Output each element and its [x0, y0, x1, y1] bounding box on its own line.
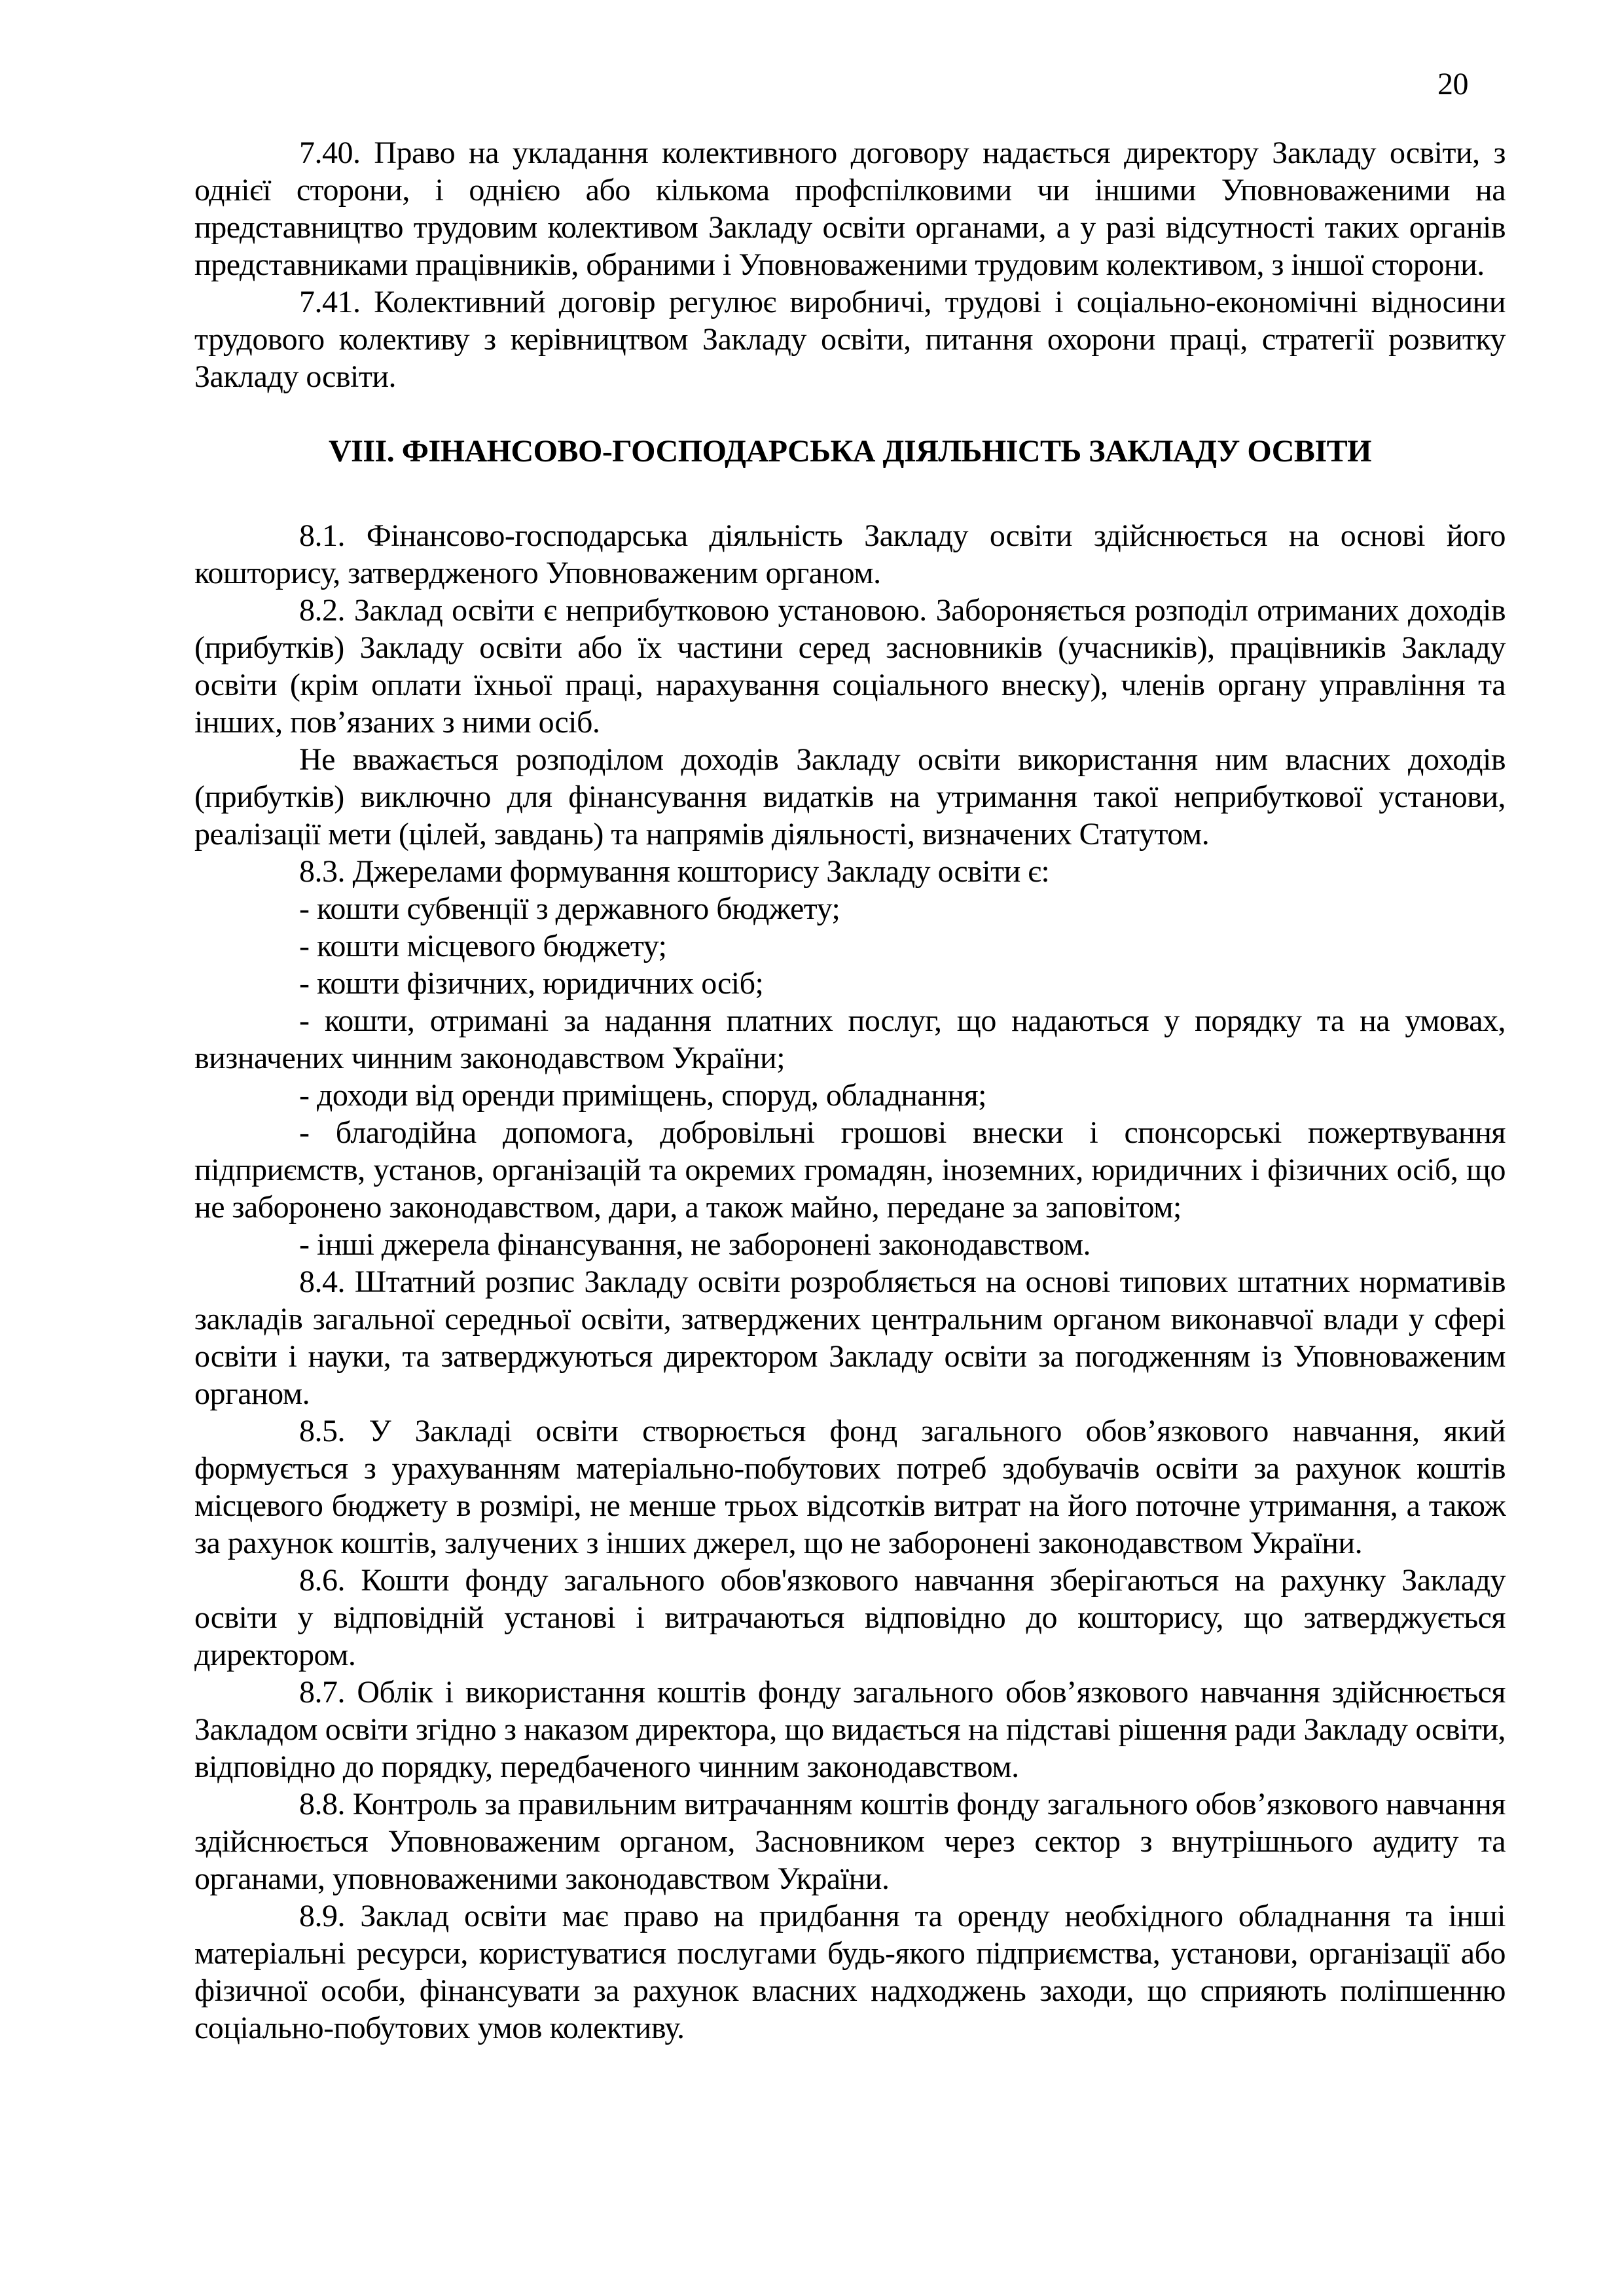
page-number: 20	[1437, 67, 1468, 101]
paragraph-8-1: 8.1. Фінансово-господарська діяльність Закладу освіти здійснюється на основі його кошторису, затвердженого Уповноваженим органом.	[194, 518, 1506, 590]
document-body	[194, 134, 1506, 2047]
page-header	[194, 65, 1506, 103]
list-item-individuals-legal-entities: - кошти фізичних, юридичних осіб;	[299, 966, 764, 1001]
paragraph-7-41: 7.41. Колективний договір регулює виробничі, трудові і соціально-економічні відносини трудового колективу з керівництвом Закладу освіти, питання охорони праці, стратегії розвитку Закладу освіти.	[194, 285, 1506, 394]
section-heading-viii: VIII. ФІНАНСОВО-ГОСПОДАРСЬКА ДІЯЛЬНІСТЬ ЗАКЛАДУ ОСВІТИ	[329, 434, 1371, 469]
list-item-paid-services: - кошти, отримані за надання платних послуг, що надаються у порядку та на умовах, визначених чинним законодавством України;	[194, 1003, 1506, 1075]
list-item-local-budget: - кошти місцевого бюджету;	[299, 929, 667, 963]
list-item-budget-subvention: - кошти субвенції з державного бюджету;	[299, 891, 840, 926]
paragraph-8-9: 8.9. Заклад освіти має право на придбання та оренду необхідного обладнання та інші матеріальні ресурси, користуватися послугами будь-якого підприємства, установи, організації або фізичної особи, фінансувати за рахунок власних надходжень заходи, що сприяють поліпшенню соціально-побутових умов колективу.	[194, 1899, 1506, 2045]
paragraph-8-8: 8.8. Контроль за правильним витрачанням коштів фонду загального обов’язкового навчання здійснюється Уповноваженим органом, Засновником через сектор з внутрішнього аудиту та органами, уповноваженими законодавством України.	[194, 1787, 1506, 1896]
list-item-other-sources: - інші джерела фінансування, не заборонені законодавством.	[299, 1227, 1091, 1262]
paragraph-8-2: 8.2. Заклад освіти є неприбутковою установою. Забороняється розподіл отриманих доходів (прибутків) Закладу освіти або їх частини серед засновників (учасників), працівників Закладу освіти (крім оплати їхньої праці, нарахування соціального внеску), членів органу управління та інших, пов’язаних з ними осіб.	[194, 593, 1506, 740]
paragraph-8-4: 8.4. Штатний розпис Закладу освіти розробляється на основі типових штатних нормативів закладів загальної середньої освіти, затверджених центральним органом виконавчої влади у сфері освіти і науки, та затверджуються директором Закладу освіти за погодженням із Уповноваженим органом.	[194, 1265, 1506, 1411]
paragraph-8-3: 8.3. Джерелами формування кошторису Закладу освіти є:	[299, 854, 1050, 889]
paragraph-8-6: 8.6. Кошти фонду загального обов'язкового навчання зберігаються на рахунку Закладу освіти у відповідній установі і витрачаються відповідно до кошторису, що затверджується директором.	[194, 1563, 1506, 1672]
paragraph-8-5: 8.5. У Закладі освіти створюється фонд загального обов’язкового навчання, який формується з урахуванням матеріально-побутових потреб здобувачів освіти за рахунок коштів місцевого бюджету в розмірі, не менше трьох відсотків витрат на його поточне утримання, а також за рахунок коштів, залучених з інших джерел, що не заборонені законодавством України.	[194, 1414, 1506, 1560]
list-item-rent-income: - доходи від оренди приміщень, споруд, обладнання;	[299, 1078, 987, 1113]
list-item-charity: - благодійна допомога, добровільні грошові внески і спонсорські пожертвування підприємств, установ, організацій та окремих громадян, іноземних, юридичних і фізичних осіб, що не заборонено законодавством, дари, а також майно, передане за заповітом;	[194, 1115, 1506, 1225]
paragraph-7-40: 7.40. Право на укладання колективного договору надається директору Закладу освіти, з однієї сторони, і однією або кількома профспілковими чи іншими Уповноваженими на представництво трудовим колективом Закладу освіти органами, а у разі відсутності таких органів представниками працівників, обраними і Уповноваженими трудовим колективом, з іншої сторони.	[194, 135, 1506, 282]
paragraph-8-2-note: Не вважається розподілом доходів Закладу освіти використання ним власних доходів (прибутків) виключно для фінансування видатків на утримання такої неприбуткової установи, реалізації мети (цілей, завдань) та напрямів діяльності, визначених Статутом.	[194, 742, 1506, 852]
paragraph-8-7: 8.7. Облік і використання коштів фонду загального обов’язкового навчання здійснюється Закладом освіти згідно з наказом директора, що видається на підставі рішення ради Закладу освіти, відповідно до порядку, передбаченого чинним законодавством.	[194, 1675, 1506, 1784]
